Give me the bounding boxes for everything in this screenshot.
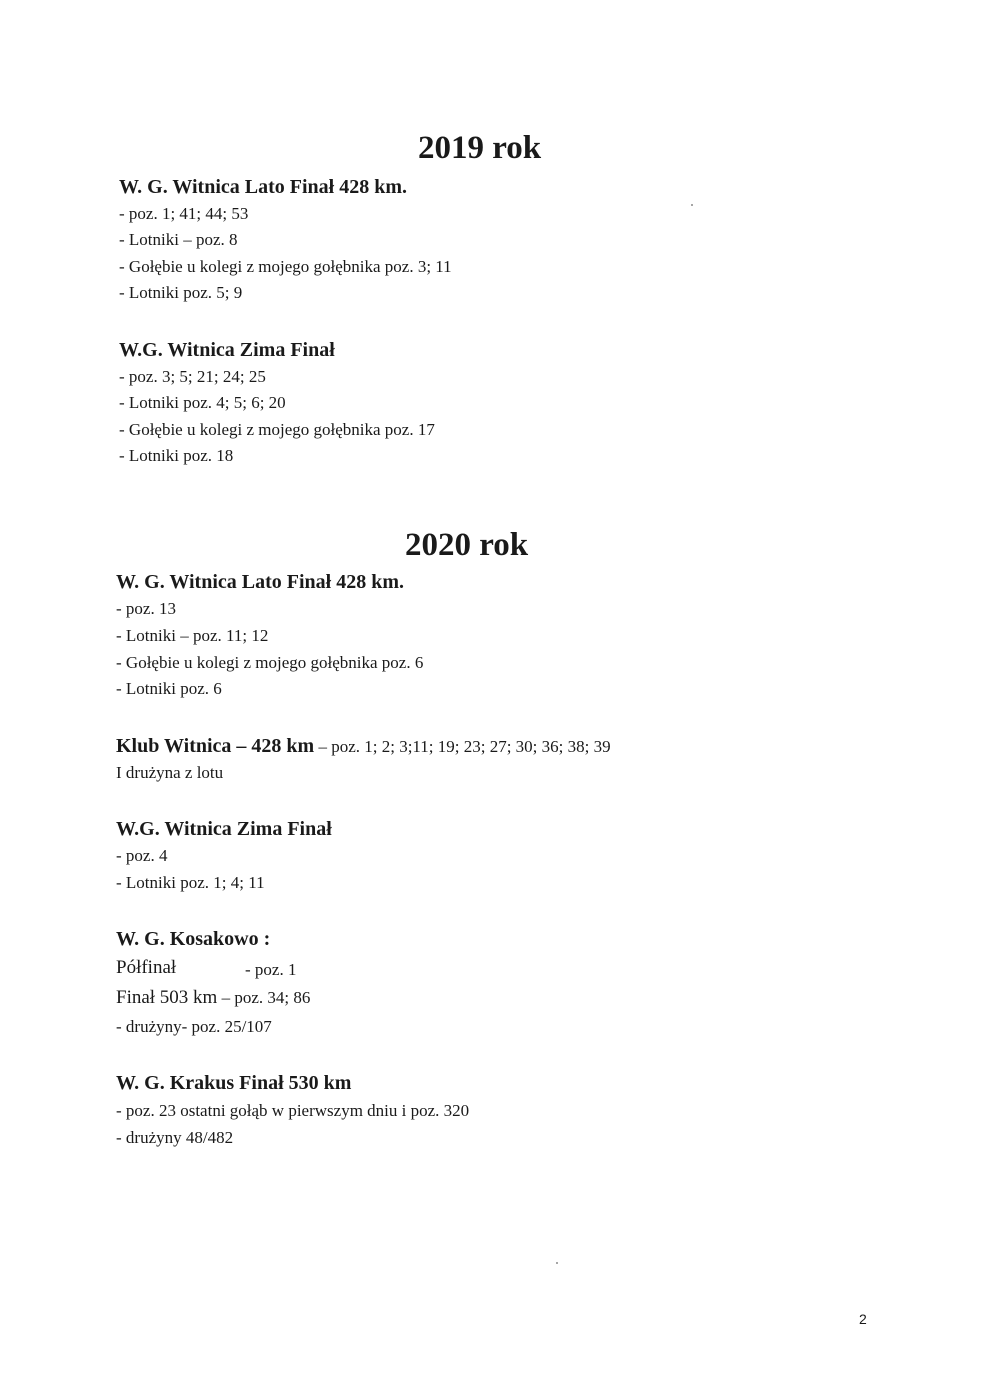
heading-witnica-lato-2019: W. G. Witnica Lato Finał 428 km.: [119, 176, 408, 198]
kosakowo-final-line: [116, 986, 310, 1010]
year-title-2020: 2020 rok: [405, 527, 529, 563]
kosakowo-final-label: Finał 503 km: [116, 987, 218, 1008]
list-item: - Lotniki poz. 5; 9: [119, 283, 243, 302]
list-item: - poz. 3; 5; 21; 24; 25: [119, 367, 266, 386]
kosakowo-teams: - drużyny- poz. 25/107: [116, 1017, 272, 1036]
scan-speck: [691, 204, 693, 206]
list-item: - Gołębie u kolegi z mojego gołębnika poz. 6: [116, 653, 424, 672]
kosakowo-polfinal-label: Półfinał: [116, 957, 177, 978]
heading-klub-witnica: Klub Witnica – 428 km: [116, 735, 315, 757]
list-item: - Gołębie u kolegi z mojego gołębnika poz. 3; 11: [119, 257, 452, 276]
list-item: - Lotniki poz. 6: [116, 679, 222, 698]
list-item: - poz. 1; 41; 44; 53: [119, 204, 249, 223]
list-item: - poz. 23 ostatni gołąb w pierwszym dniu i poz. 320: [116, 1101, 470, 1120]
heading-witnica-lato-2020: W. G. Witnica Lato Finał 428 km.: [116, 571, 405, 593]
list-item: - Lotniki poz. 4; 5; 6; 20: [119, 393, 286, 412]
heading-witnica-zima-2019: W.G. Witnica Zima Finał: [119, 339, 335, 361]
list-item: - Lotniki poz. 1; 4; 11: [116, 873, 265, 892]
list-item: - Lotniki – poz. 11; 12: [116, 626, 269, 645]
heading-kosakowo: W. G. Kosakowo :: [116, 928, 271, 950]
heading-krakus: W. G. Krakus Finał 530 km: [116, 1072, 352, 1094]
page-number: 2: [859, 1311, 867, 1327]
scan-speck: [556, 1262, 558, 1264]
heading-witnica-zima-2020: W.G. Witnica Zima Finał: [116, 818, 332, 840]
year-title-2019: 2019 rok: [418, 130, 542, 166]
klub-witnica-line: [116, 734, 611, 758]
kosakowo-polfinal-value: - poz. 1: [245, 960, 297, 979]
kosakowo-final-value: – poz. 34; 86: [217, 988, 311, 1007]
list-item: - poz. 4: [116, 846, 168, 865]
list-item: - Lotniki poz. 18: [119, 446, 234, 465]
list-item: - poz. 13: [116, 599, 176, 618]
list-item: - Gołębie u kolegi z mojego gołębnika poz. 17: [119, 420, 435, 439]
list-item: - drużyny 48/482: [116, 1128, 234, 1147]
klub-witnica-positions: – poz. 1; 2; 3;11; 19; 23; 27; 30; 36; 38; 39: [314, 737, 611, 756]
list-item: - Lotniki – poz. 8: [119, 230, 238, 249]
klub-witnica-team: I drużyna z lotu: [116, 763, 224, 782]
